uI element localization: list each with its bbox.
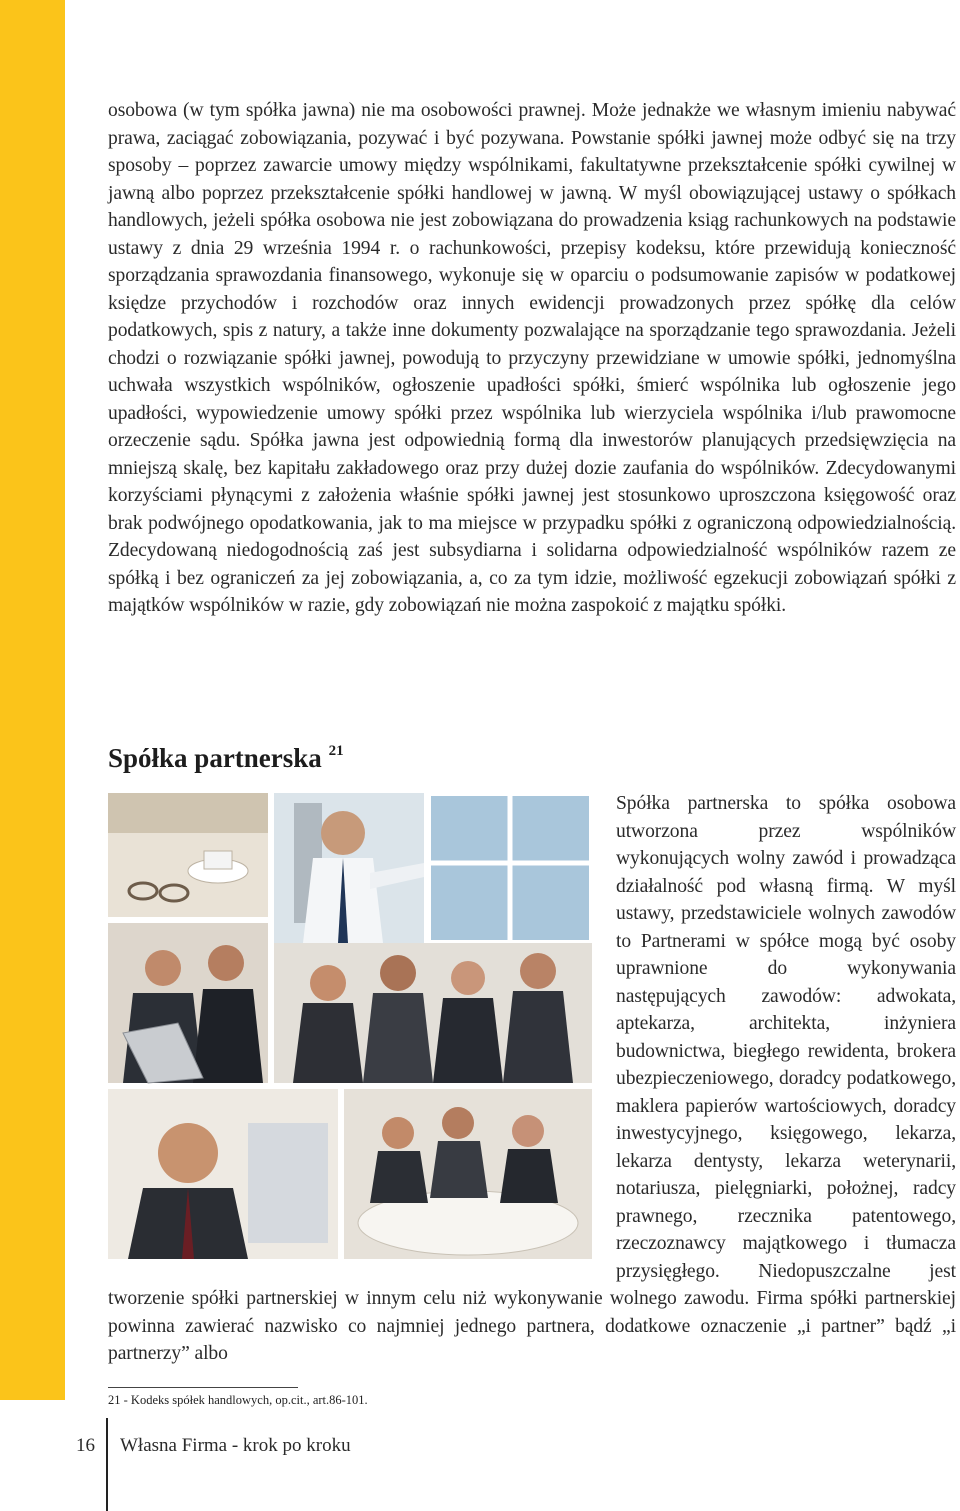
- section-heading: [108, 735, 344, 776]
- footer-divider: [106, 1418, 108, 1511]
- page-number: 16: [76, 1435, 95, 1456]
- body-paragraph-1: osobowa (w tym spółka jawna) nie ma osobowości prawnej. Może jednakże we własnym imieniu nabywać prawa, zaciągać zobowiązania, pozywać i być pozywana. Powstanie spółki jawnej może odbyć się na trzy sposoby – poprzez zawarcie umowy między wspólnikami, fakultatywne przekształcenie spółki cywilnej w jawną albo poprzez przekształcenie spółki handlowej w jawną. W myśl obowiązującej ustawy o spółkach handlowych, jeżeli spółka osobowa nie jest zobowiązana do prowadzenia ksiąg rachunkowych na podstawie ustawy z dnia 29 września 1994 r. o rachunkowości, przepisy kodeksu, które przewidują konieczność sporządzania sprawozdania finansowego, wykonuje się w oparciu o podsumowanie zapisów w podatkowej księdze przychodów i rozchodów oraz innych ewidencji prowadzonych przez spółkę dla celów podatkowych, spis z natury, a także inne dokumenty pozwalające na sporządzanie tego sprawozdania. Jeżeli chodzi o rozwiązanie spółki jawnej, powodują to przyczyny przewidziane w umowie spółki, jednomyślna uchwała wszystkich wspólników, ogłoszenie upadłości spółki, śmierć wspólnika lub ogłoszenie jego upadłości, wypowiedzenie umowy spółki przez wspólnika lub wierzyciela wspólnika i/lub prawomocne orzeczenie sądu. Spółka jawna jest odpowiednią formą dla inwestorów planujących przedsięwzięcia na mniejszą skalę, bez kapitału zakładowego oraz przy dużej dozie zaufania do wspólników. Zdecydowanymi korzyściami płynącymi z założenia właśnie spółki jawnej jest stosunkowo uproszczona księgowość oraz brak podwójnego opodatkowania, jak to ma miejsce w przypadku spółki z ograniczoną odpowiedzialnością. Zdecydowaną niedogodnością zaś jest subsydiarna i solidarna odpowiedzialność wspólników razem ze spółką i bez ograniczeń za jej zobowiązania, a, co za tym idzie, możliwość egzekucji zobowiązań spółki z majątków wspólników w razie, gdy zobowiązań nie można zaspokoić z majątku spółki.: [108, 100, 956, 616]
- section-heading-text: Spółka partnerska: [108, 743, 322, 773]
- photo-round-table-meeting: [344, 1089, 592, 1259]
- footnote-reference: 21: [328, 743, 344, 759]
- photo-presenter: [274, 793, 424, 943]
- photo-office-window: [428, 793, 592, 943]
- photo-coffee-table: [108, 793, 268, 917]
- business-meeting-photo-collage: [108, 793, 592, 1259]
- photo-smiling-man: [108, 1089, 338, 1259]
- running-title: Własna Firma - krok po kroku: [120, 1435, 351, 1456]
- photo-laptop-team: [108, 923, 268, 1083]
- body-paragraph-2: Spółka partnerska to spółka osobowa utworzona przez wspólników wykonujących wolny zawód i prowadząca działalność pod własną firmą. W myśl ustawy, przedstawiciele wolnych zawodów to Partnerami w spółce mogą być osoby uprawnione do wykonywania następujących zawodów: adwokata, aptekarza, architekta, inżyniera budownictwa, biegłego rewidenta, brokera ubezpieczeniowego, doradcy podatkowego, maklera papierów wartościowych, doradcy inwestycyjnego, księgowego, lekarza, lekarza dentysty, lekarza weterynarii, notariusza, pielęgniarki, położnej, radcy prawnego, rzecznika patentowego, rzeczoznawcy majątkowego i tłumacza przysięgłego. Niedopuszczalne jest tworzenie spółki partnerskiej w innym celu niż wykonywanie wolnego zawodu. Firma spółki partnerskiej powinna zawierać nazwisko co najmniej jednego partnera, dodatkowe oznaczenie „i partner” bądź „i partnerzy” albo: [108, 793, 956, 1364]
- footnote: 21 - Kodeks spółek handlowych, op.cit., art.86-101.: [108, 1393, 368, 1407]
- footnote-rule: [108, 1387, 298, 1388]
- yellow-margin-band: [0, 0, 65, 1400]
- photo-meeting-group: [274, 943, 592, 1083]
